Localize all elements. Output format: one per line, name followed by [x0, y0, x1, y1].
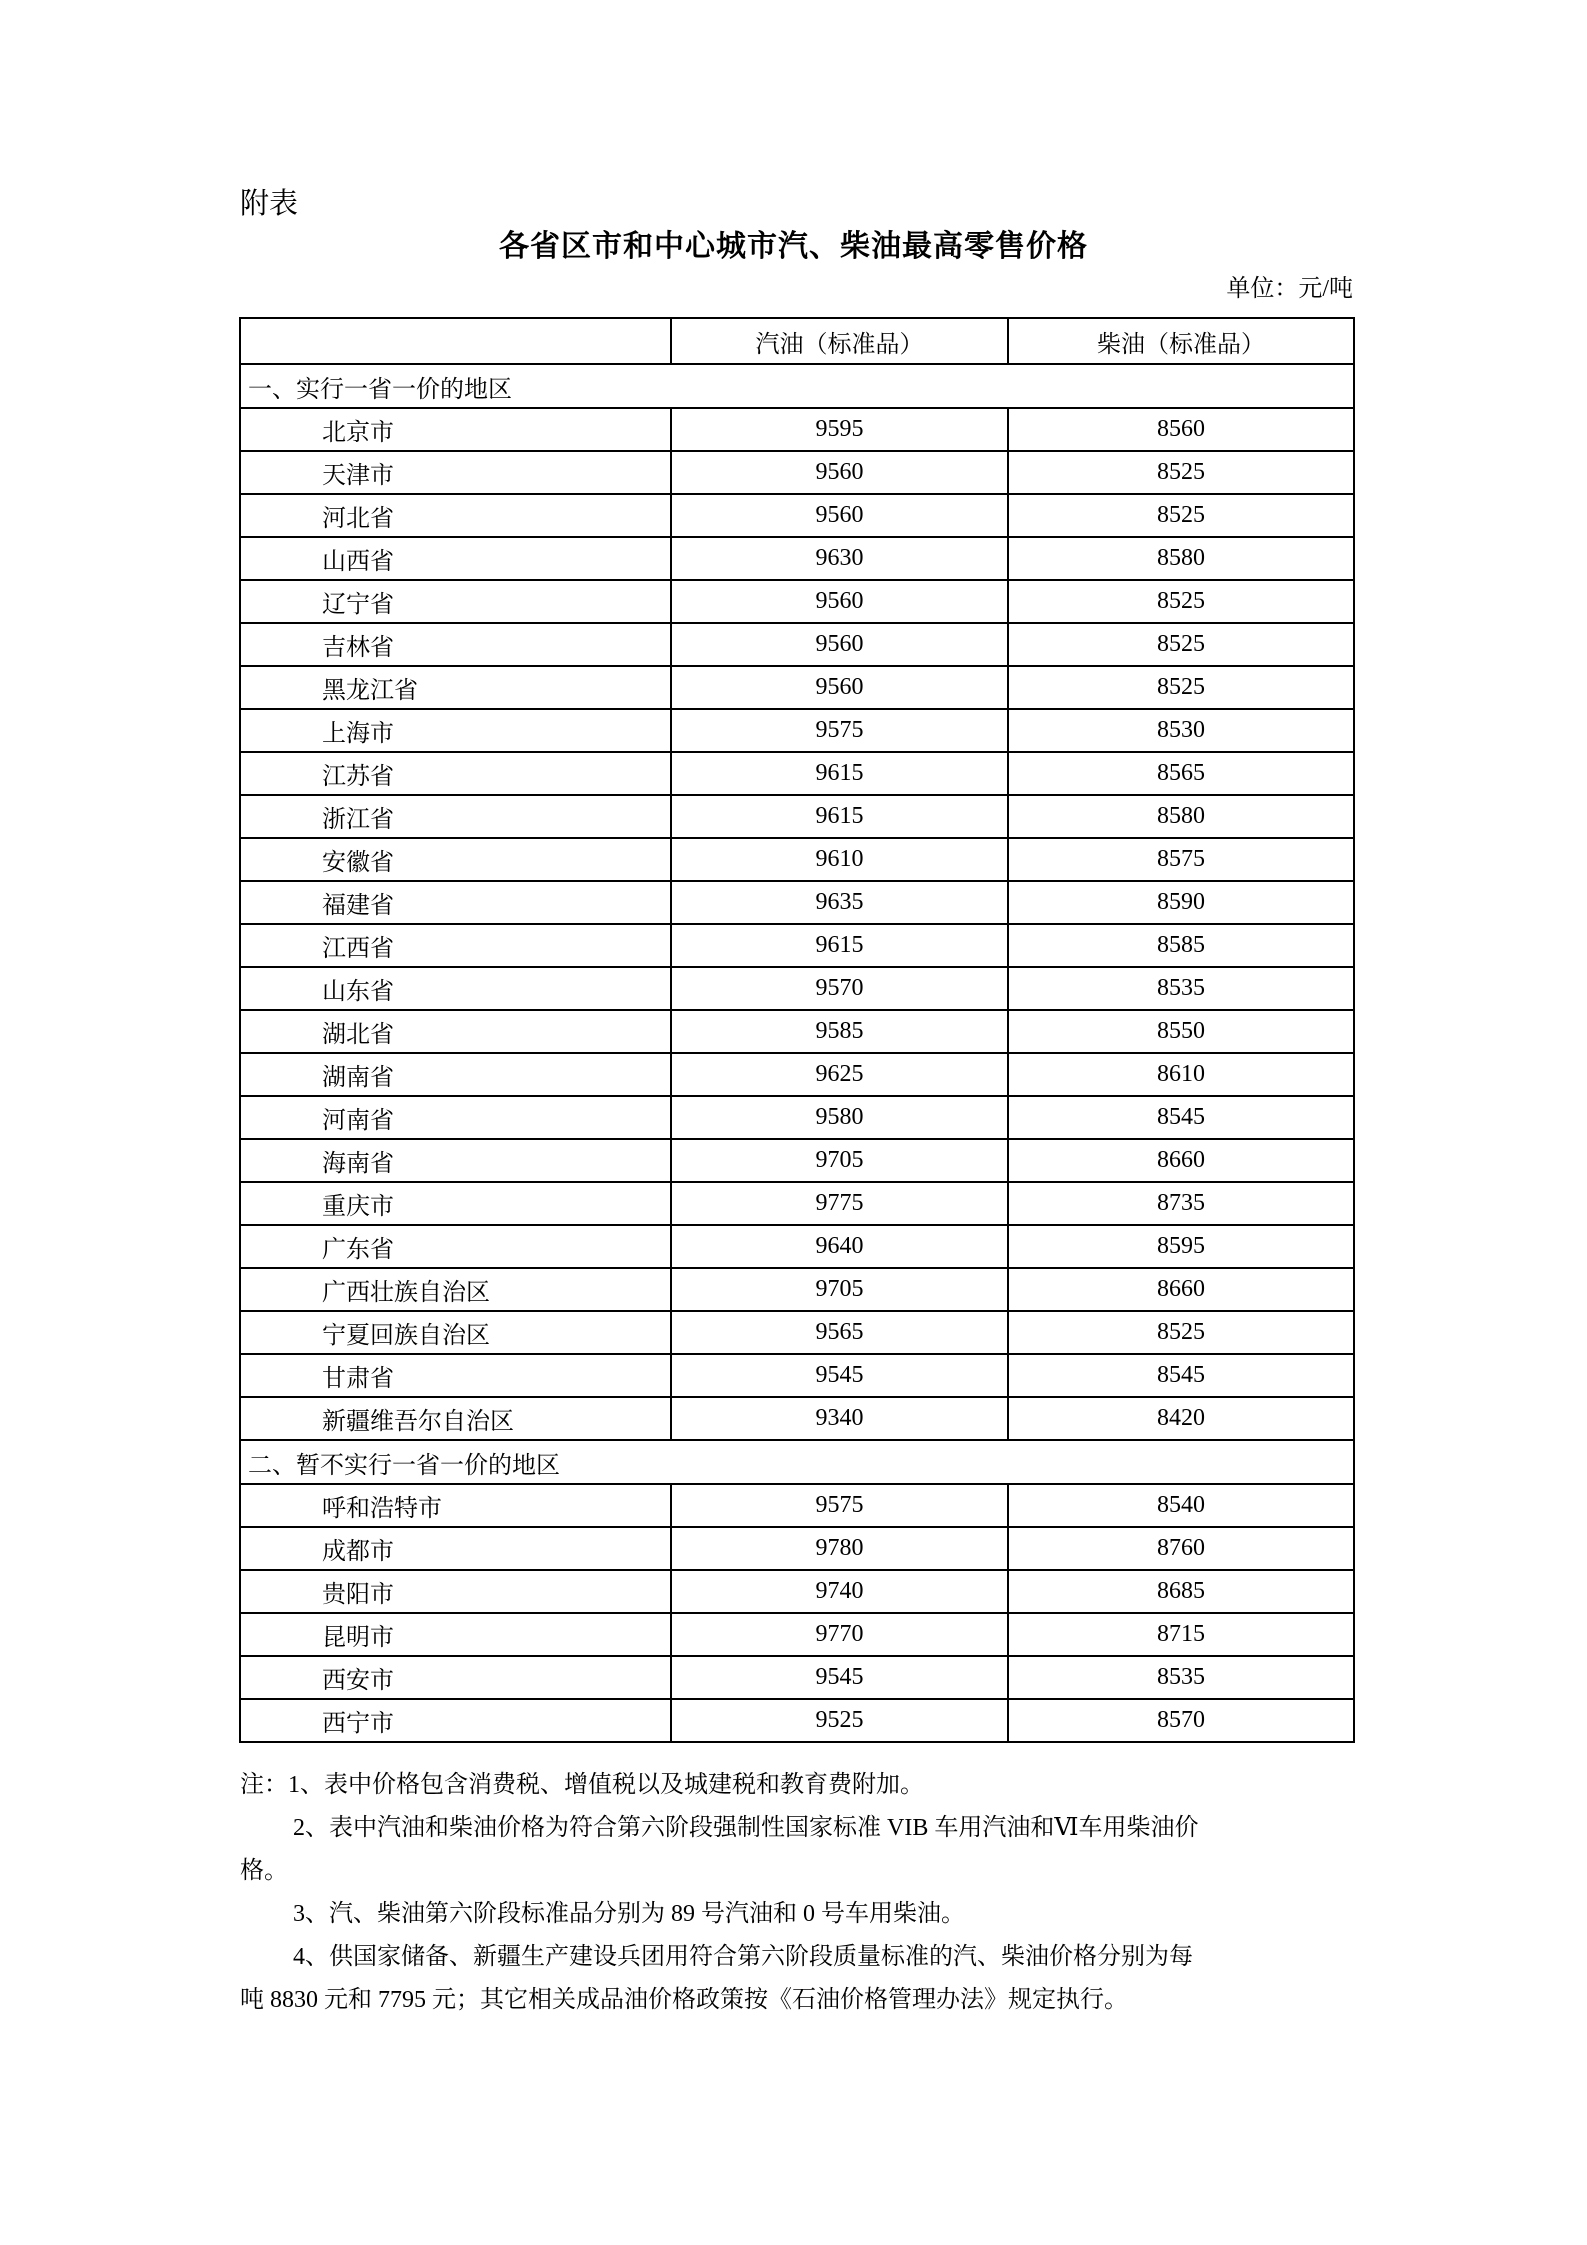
- region-cell: 呼和浩特市: [240, 1484, 671, 1527]
- note-line: 注：1、表中价格包含消费税、增值税以及城建税和教育费附加。: [240, 1772, 924, 1798]
- gasoline-price-cell: 9595: [671, 408, 1008, 451]
- region-cell: 安徽省: [240, 838, 671, 881]
- price-table-body: [240, 364, 1354, 1742]
- note-line: 吨 8830 元和 7795 元；其它相关成品油价格政策按《石油价格管理办法》规定执行。: [240, 1987, 1128, 2013]
- region-cell: 西宁市: [240, 1699, 671, 1742]
- gasoline-price-cell: 9565: [671, 1311, 1008, 1354]
- diesel-price-cell: 8550: [1008, 1010, 1354, 1053]
- region-cell: 山西省: [240, 537, 671, 580]
- diesel-price-cell: 8545: [1008, 1354, 1354, 1397]
- diesel-price-cell: 8580: [1008, 795, 1354, 838]
- diesel-price-cell: 8570: [1008, 1699, 1354, 1742]
- diesel-price-cell: 8660: [1008, 1268, 1354, 1311]
- region-cell: 天津市: [240, 451, 671, 494]
- diesel-price-cell: 8535: [1008, 967, 1354, 1010]
- table-row: [240, 1613, 1354, 1656]
- table-row: [240, 1397, 1354, 1440]
- table-row: [240, 1570, 1354, 1613]
- gasoline-price-cell: 9615: [671, 924, 1008, 967]
- diesel-price-cell: 8525: [1008, 623, 1354, 666]
- table-row: [240, 1225, 1354, 1268]
- diesel-price-cell: 8560: [1008, 408, 1354, 451]
- page-title: 各省区市和中心城市汽、柴油最高零售价格: [499, 230, 1088, 263]
- region-cell: 成都市: [240, 1527, 671, 1570]
- region-cell: 广东省: [240, 1225, 671, 1268]
- table-row: [240, 709, 1354, 752]
- gasoline-price-cell: 9560: [671, 580, 1008, 623]
- diesel-price-cell: 8590: [1008, 881, 1354, 924]
- gasoline-price-cell: 9610: [671, 838, 1008, 881]
- diesel-price-cell: 8545: [1008, 1096, 1354, 1139]
- note-line: 格。: [240, 1858, 288, 1884]
- gasoline-price-cell: 9740: [671, 1570, 1008, 1613]
- table-row: [240, 967, 1354, 1010]
- diesel-price-cell: 8540: [1008, 1484, 1354, 1527]
- attachment-label: 附表: [240, 188, 299, 220]
- notes: [240, 1764, 1198, 2022]
- diesel-price-cell: 8525: [1008, 494, 1354, 537]
- gasoline-price-cell: 9545: [671, 1656, 1008, 1699]
- table-row: [240, 1010, 1354, 1053]
- diesel-price-cell: 8715: [1008, 1613, 1354, 1656]
- gasoline-price-cell: 9630: [671, 537, 1008, 580]
- diesel-price-cell: 8685: [1008, 1570, 1354, 1613]
- gasoline-price-cell: 9775: [671, 1182, 1008, 1225]
- region-cell: 吉林省: [240, 623, 671, 666]
- gasoline-price-cell: 9340: [671, 1397, 1008, 1440]
- gasoline-price-cell: 9615: [671, 795, 1008, 838]
- unit-label: 单位：元/吨: [1226, 276, 1353, 302]
- gasoline-price-cell: 9560: [671, 451, 1008, 494]
- section-header-row: [240, 1440, 1354, 1484]
- region-cell: 重庆市: [240, 1182, 671, 1225]
- table-row: [240, 1699, 1354, 1742]
- diesel-price-cell: 8525: [1008, 1311, 1354, 1354]
- table-row: [240, 1139, 1354, 1182]
- region-cell: 西安市: [240, 1656, 671, 1699]
- table-row: [240, 408, 1354, 451]
- diesel-price-cell: 8525: [1008, 580, 1354, 623]
- region-cell: 浙江省: [240, 795, 671, 838]
- gasoline-price-cell: 9570: [671, 967, 1008, 1010]
- diesel-price-cell: 8575: [1008, 838, 1354, 881]
- gasoline-price-cell: 9705: [671, 1139, 1008, 1182]
- note-line: 2、表中汽油和柴油价格为符合第六阶段强制性国家标准 VIB 车用汽油和Ⅵ车用柴油价: [293, 1815, 1199, 1841]
- region-cell: 海南省: [240, 1139, 671, 1182]
- gasoline-price-cell: 9525: [671, 1699, 1008, 1742]
- diesel-price-cell: 8565: [1008, 752, 1354, 795]
- gasoline-price-cell: 9615: [671, 752, 1008, 795]
- region-cell: 甘肃省: [240, 1354, 671, 1397]
- gasoline-price-cell: 9585: [671, 1010, 1008, 1053]
- region-cell: 北京市: [240, 408, 671, 451]
- gasoline-price-cell: 9625: [671, 1053, 1008, 1096]
- table-row: [240, 795, 1354, 838]
- table-row: [240, 494, 1354, 537]
- table-row: [240, 1311, 1354, 1354]
- section-header: 二、暂不实行一省一价的地区: [240, 1440, 1354, 1484]
- region-cell: 辽宁省: [240, 580, 671, 623]
- diesel-price-cell: 8525: [1008, 666, 1354, 709]
- gasoline-price-cell: 9545: [671, 1354, 1008, 1397]
- diesel-price-cell: 8610: [1008, 1053, 1354, 1096]
- region-cell: 广西壮族自治区: [240, 1268, 671, 1311]
- gasoline-price-cell: 9780: [671, 1527, 1008, 1570]
- gasoline-price-cell: 9580: [671, 1096, 1008, 1139]
- region-cell: 江西省: [240, 924, 671, 967]
- gasoline-price-cell: 9575: [671, 709, 1008, 752]
- region-cell: 湖南省: [240, 1053, 671, 1096]
- diesel-price-cell: 8660: [1008, 1139, 1354, 1182]
- diesel-price-cell: 8585: [1008, 924, 1354, 967]
- diesel-price-cell: 8530: [1008, 709, 1354, 752]
- region-cell: 河北省: [240, 494, 671, 537]
- diesel-price-cell: 8735: [1008, 1182, 1354, 1225]
- table-row: [240, 752, 1354, 795]
- table-row: [240, 451, 1354, 494]
- table-row: [240, 1484, 1354, 1527]
- table-row: [240, 537, 1354, 580]
- diesel-price-cell: 8535: [1008, 1656, 1354, 1699]
- region-cell: 昆明市: [240, 1613, 671, 1656]
- gasoline-price-cell: 9575: [671, 1484, 1008, 1527]
- section-header: 一、实行一省一价的地区: [240, 364, 1354, 408]
- table-row: [240, 1354, 1354, 1397]
- column-header-gasoline: 汽油（标准品）: [671, 318, 1008, 364]
- region-cell: 上海市: [240, 709, 671, 752]
- region-cell: 宁夏回族自治区: [240, 1311, 671, 1354]
- table-row: [240, 1268, 1354, 1311]
- gasoline-price-cell: 9635: [671, 881, 1008, 924]
- section-header-row: [240, 364, 1354, 408]
- region-cell: 新疆维吾尔自治区: [240, 1397, 671, 1440]
- region-cell: 贵阳市: [240, 1570, 671, 1613]
- region-cell: 河南省: [240, 1096, 671, 1139]
- table-row: [240, 1527, 1354, 1570]
- table-header-row: [240, 318, 1354, 364]
- table-row: [240, 1053, 1354, 1096]
- region-cell: 福建省: [240, 881, 671, 924]
- region-cell: 湖北省: [240, 1010, 671, 1053]
- table-row: [240, 666, 1354, 709]
- gasoline-price-cell: 9560: [671, 666, 1008, 709]
- gasoline-price-cell: 9705: [671, 1268, 1008, 1311]
- diesel-price-cell: 8580: [1008, 537, 1354, 580]
- table-row: [240, 623, 1354, 666]
- table-row: [240, 924, 1354, 967]
- region-cell: 江苏省: [240, 752, 671, 795]
- gasoline-price-cell: 9770: [671, 1613, 1008, 1656]
- gasoline-price-cell: 9560: [671, 623, 1008, 666]
- table-row: [240, 1182, 1354, 1225]
- gasoline-price-cell: 9640: [671, 1225, 1008, 1268]
- diesel-price-cell: 8525: [1008, 451, 1354, 494]
- table-row: [240, 580, 1354, 623]
- region-cell: 黑龙江省: [240, 666, 671, 709]
- table-row: [240, 1096, 1354, 1139]
- price-table: [239, 317, 1355, 1743]
- note-line: 3、汽、柴油第六阶段标准品分别为 89 号汽油和 0 号车用柴油。: [293, 1901, 965, 1927]
- table-row: [240, 1656, 1354, 1699]
- table-row: [240, 881, 1354, 924]
- note-line: 4、供国家储备、新疆生产建设兵团用符合第六阶段质量标准的汽、柴油价格分别为每: [293, 1944, 1193, 1970]
- gasoline-price-cell: 9560: [671, 494, 1008, 537]
- region-cell: 山东省: [240, 967, 671, 1010]
- column-header-diesel: 柴油（标准品）: [1008, 318, 1354, 364]
- column-header-region: [240, 318, 671, 364]
- diesel-price-cell: 8595: [1008, 1225, 1354, 1268]
- diesel-price-cell: 8420: [1008, 1397, 1354, 1440]
- table-row: [240, 838, 1354, 881]
- diesel-price-cell: 8760: [1008, 1527, 1354, 1570]
